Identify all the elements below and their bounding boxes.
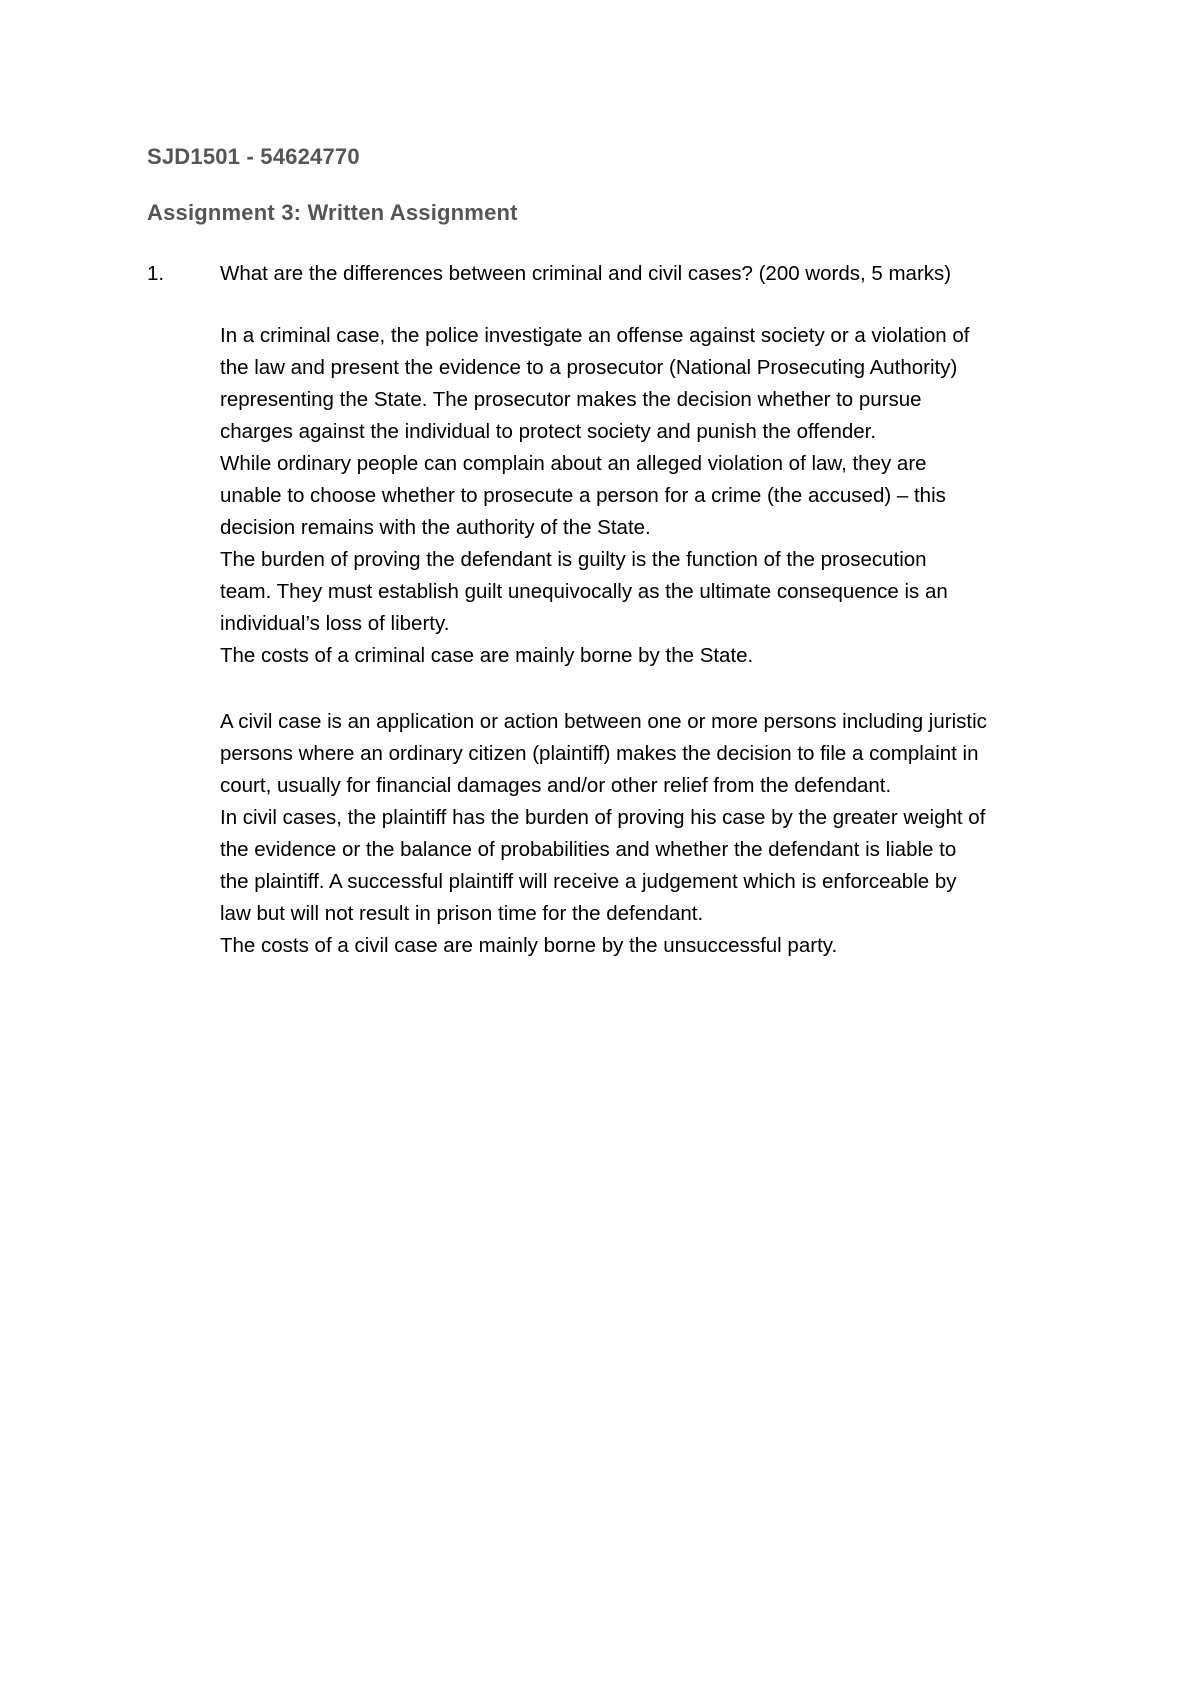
text-line: While ordinary people can complain about an alleged violation of law, they are (220, 452, 927, 475)
question-number: 1. (147, 262, 165, 285)
text-line: In civil cases, the plaintiff has the burden of proving his case by the greater weight of (220, 806, 986, 829)
text-line: decision remains with the authority of the State. (220, 516, 651, 539)
text-line: representing the State. The prosecutor makes the decision whether to pursue (220, 388, 922, 411)
text-line: court, usually for financial damages and/or other relief from the defendant. (220, 774, 892, 797)
text-line: The costs of a civil case are mainly borne by the unsuccessful party. (220, 934, 838, 957)
text-line: The costs of a criminal case are mainly borne by the State. (220, 644, 754, 667)
text-line: team. They must establish guilt unequivocally as the ultimate consequence is an (220, 580, 948, 603)
text-line: the law and present the evidence to a prosecutor (National Prosecuting Authority) (220, 356, 958, 379)
text-line: In a criminal case, the police investigate an offense against society or a violation of (220, 324, 970, 347)
text-line: individual’s loss of liberty. (220, 612, 450, 635)
text-line: unable to choose whether to prosecute a person for a crime (the accused) – this (220, 484, 946, 507)
text-line: persons where an ordinary citizen (plaintiff) makes the decision to file a complaint in (220, 742, 979, 765)
text-line: charges against the individual to protect society and punish the offender. (220, 420, 877, 443)
text-line: the evidence or the balance of probabilities and whether the defendant is liable to (220, 838, 957, 861)
question-text: What are the differences between criminal and civil cases? (200 words, 5 marks) (220, 262, 952, 285)
text-line: the plaintiff. A successful plaintiff will receive a judgement which is enforceable by (220, 870, 957, 893)
text-line: The burden of proving the defendant is guilty is the function of the prosecution (220, 548, 927, 571)
answer-criminal-paragraph (220, 320, 1080, 672)
course-code-heading: SJD1501 - 54624770 (147, 144, 360, 169)
text-line: law but will not result in prison time for the defendant. (220, 902, 704, 925)
assignment-title: Assignment 3: Written Assignment (147, 200, 518, 225)
answer-civil-paragraph (220, 706, 1080, 962)
text-line: A civil case is an application or action between one or more persons including juristic (220, 710, 987, 733)
